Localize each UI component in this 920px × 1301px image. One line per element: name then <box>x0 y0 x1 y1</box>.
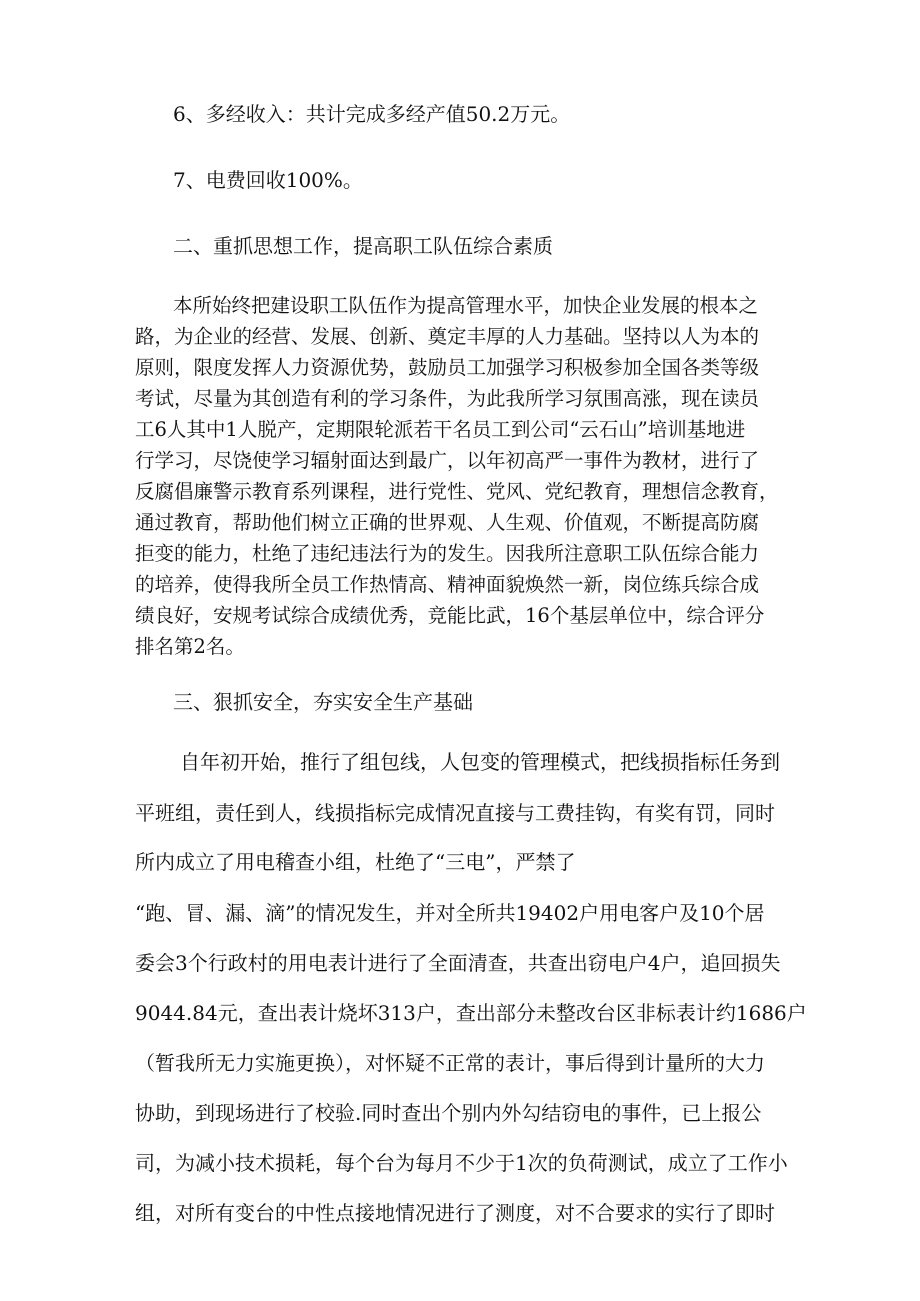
paragraph-line: 所内成立了用电稽查小组，杜绝了“三电”，严禁了 <box>135 850 576 874</box>
paragraph-line: 原则，限度发挥人力资源优势，鼓励员工加强学习积极参加全国各类等级 <box>135 356 760 379</box>
paragraph-line: 9044.84元，查出表计烧坏313户，查出部分未整改台区非标表计约1686户 <box>135 1001 807 1025</box>
paragraph-line: 平班组，责任到人，线损指标完成情况直接与工费挂钩，有奖有罚，同时 <box>135 801 775 825</box>
paragraph-line: 拒变的能力，杜绝了违纪违法行为的发生。因我所注意职工队伍综合能力 <box>135 542 760 565</box>
paragraph-line: （暂我所无力实施更换），对怀疑不正常的表计，事后得到计量所的大力 <box>135 1051 765 1075</box>
paragraph-line: 的培养，使得我所全员工作热情高、精神面貌焕然一新，岗位练兵综合成 <box>135 573 760 596</box>
section-heading: 二、重抓思想工作，提高职工队伍综合素质 <box>173 234 553 258</box>
paragraph-line: 司，为减小技术损耗，每个台为每月不少于1次的负荷测试，成立了工作小 <box>135 1151 788 1175</box>
paragraph-line: 排名第2名。 <box>135 635 245 658</box>
paragraph-line: 本所始终把建设职工队伍作为提高管理水平，加快企业发展的根本之 <box>173 294 759 317</box>
paragraph-line: 绩良好，安规考试综合成绩优秀，竞能比武，16个基层单位中，综合评分 <box>135 604 765 627</box>
paragraph-line: 自年初开始，推行了组包线，人包变的管理模式，把线损指标任务到 <box>180 750 780 774</box>
paragraph-line: 工6人其中1人脱产，定期限轮派若干名员工到公司“云石山”培训基地进 <box>135 418 746 441</box>
paragraph-line: 行学习，尽饶使学习辐射面达到最广，以年初高严一事件为教材，进行了 <box>135 449 760 472</box>
paragraph-line: 协助，到现场进行了校验.同时查出个别内外勾结窃电的事件，已上报公 <box>135 1101 762 1125</box>
paragraph-line: 路，为企业的经营、发展、创新、奠定丰厚的人力基础。坚持以人为本的 <box>135 325 760 348</box>
list-item: 6、多经收入：共计完成多经产值50.2万元。 <box>173 102 571 126</box>
list-item: 7、电费回收100%。 <box>173 168 363 192</box>
paragraph-line: 通过教育，帮助他们树立正确的世界观、人生观、价值观，不断提高防腐 <box>135 511 760 534</box>
paragraph-line: 考试，尽量为其创造有利的学习条件，为此我所学习氛围高涨，现在读员 <box>135 387 760 410</box>
paragraph-line: “跑、冒、漏、滴”的情况发生，并对全所共19402户用电客户及10个居 <box>135 901 765 925</box>
section-heading: 三、狠抓安全，夯实安全生产基础 <box>173 690 473 714</box>
paragraph-line: 委会3个行政村的用电表计进行了全面清查，共查出窃电户4户，追回损失 <box>135 951 781 975</box>
paragraph-line: 组，对所有变台的中性点接地情况进行了测度，对不合要求的实行了即时 <box>135 1201 775 1225</box>
paragraph-line: 反腐倡廉警示教育系列课程，进行党性、党风、党纪教育，理想信念教育， <box>135 480 779 503</box>
